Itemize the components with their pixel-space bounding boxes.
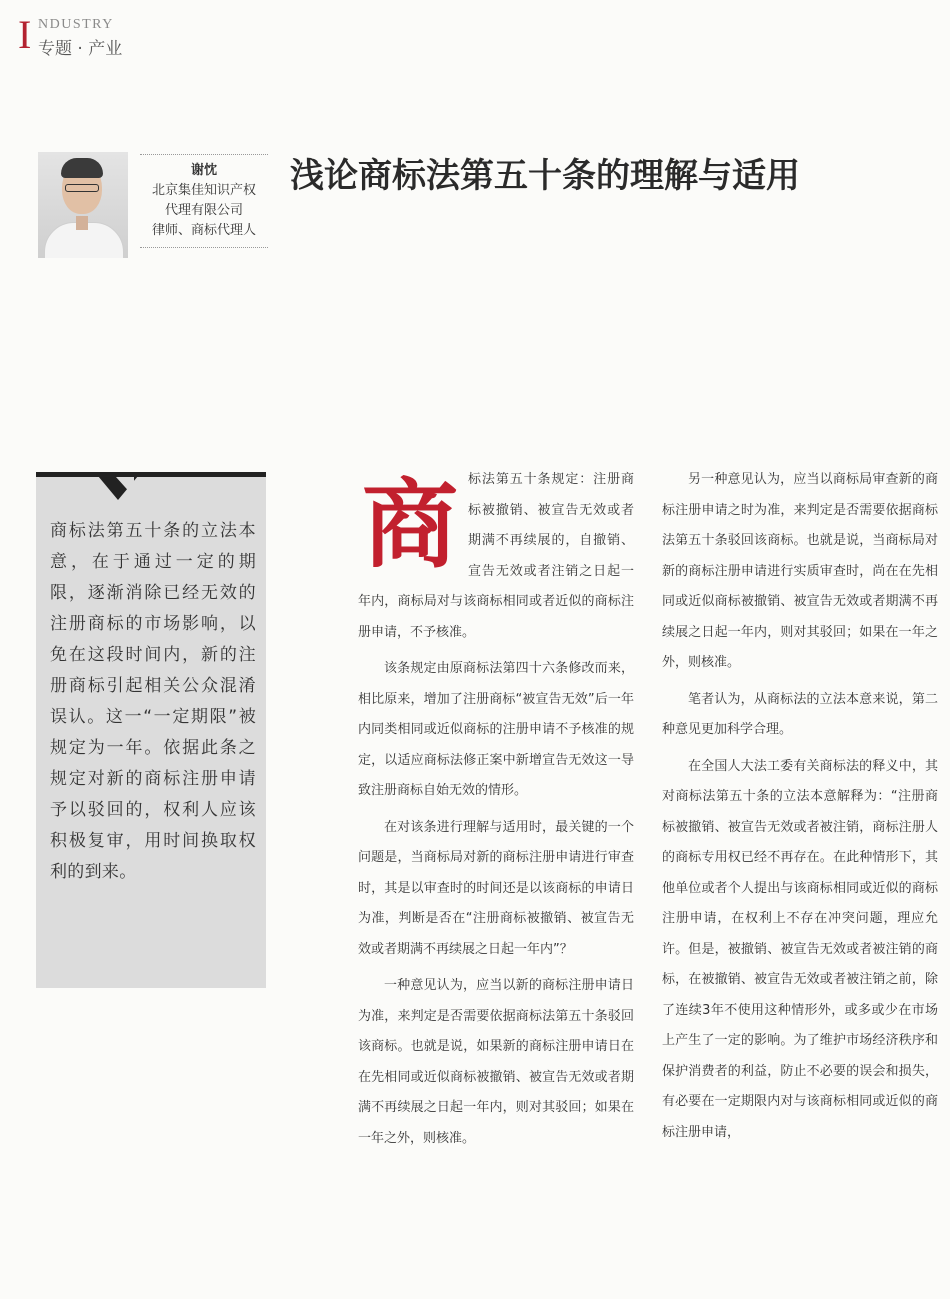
drop-cap: 商: [362, 468, 458, 581]
header-chinese: 专题 · 产业: [38, 39, 123, 59]
paragraph: 在对该条进行理解与适用时，最关键的一个问题是，当商标局对新的商标注册申请进行审查时，其是以审查时的时间还是以该商标的申请日为准，判断是否在“注册商标被撤销、被宣告无效或者期满不再续展之日起一年内”？: [358, 819, 634, 957]
article-column-1: [358, 465, 634, 1160]
article-column-2: [662, 465, 938, 1154]
article-title: 浅论商标法第五十条的理解与适用: [290, 156, 800, 196]
header-initial: I: [18, 12, 32, 57]
author-role: 律师、商标代理人: [151, 223, 256, 238]
paragraph: 商标法第五十条规定：注册商标被撤销、被宣告无效或者期满不再续展的，自撤销、宣告无效或者注销之日起一年内，商标局对与该商标相同或者近似的商标注册申请，不予核准。: [358, 468, 634, 640]
section-header: [18, 14, 218, 58]
paragraph: 另一种意见认为，应当以商标局审查新的商标注册申请之时为准，来判定是否需要依据商标法第五十条驳回该商标。也就是说，当商标局对新的商标注册申请进行实质审查时，尚在在先相同或近似商标被撤销、被宣告无效或者期满不再续展之日起一年内，则对其驳回；如果在一年之外，则核准。: [662, 472, 938, 670]
header-english: NDUSTRY: [38, 17, 114, 32]
paragraph: 一种意见认为，应当以新的商标注册申请日为准，来判定是否需要依据商标法第五十条驳回该商标。也就是说，如果新的商标注册申请日在在先相同或近似商标被撤销、被宣告无效或者期满不再续展之日起一年内，则对其驳回；如果在一年之外，则核准。: [358, 978, 634, 1146]
author-org-line1: 北京集佳知识产权: [151, 183, 256, 198]
author-org-line2: 代理有限公司: [164, 203, 243, 218]
pull-quote-text: 商标法第五十条的立法本意，在于通过一定的期限，逐渐消除已经无效的注册商标的市场影响，以免在这段时间内，新的注册商标引起相关公众混淆误认。这一“一定期限”被规定为一年。依据此条之规定对新的商标注册申请予以驳回的，权利人应该积极复审，用时间换取权利的到来。: [50, 521, 256, 882]
author-photo: [38, 152, 128, 258]
pull-quote-box: [36, 472, 266, 988]
author-name: 谢忱: [190, 163, 217, 178]
paragraph: 笔者认为，从商标法的立法本意来说，第二种意见更加科学合理。: [662, 691, 938, 737]
paragraph: 在全国人大法工委有关商标法的释义中，其对商标法第五十条的立法本意解释为：“注册商标被撤销、被宣告无效或者被注销，商标注册人的商标专用权已经不再存在。在此种情形下，其他单位或者个人提出与该商标相同或近似的商标注册申请，在权利上不存在冲突问题，理应允许。但是，被撤销、被宣告无效或者被注销的商标，在被撤销、被宣告无效或者被注销之前，除了连续3年不使用这种情形外，或多或少在市场上产生了一定的影响。为了维护市场经济秩序和保护消费者的利益，防止不必要的误会和损失，有必要在一定期限内对与该商标相同或近似的商标注册申请，: [662, 758, 938, 1140]
paragraph: 该条规定由原商标法第四十六条修改而来，相比原来，增加了注册商标“被宣告无效”后一年内同类相同或近似商标的注册申请不予核准的规定，以适应商标法修正案中新增宣告无效这一导致注册商标自始无效的情形。: [358, 661, 634, 798]
author-info: [140, 154, 268, 248]
